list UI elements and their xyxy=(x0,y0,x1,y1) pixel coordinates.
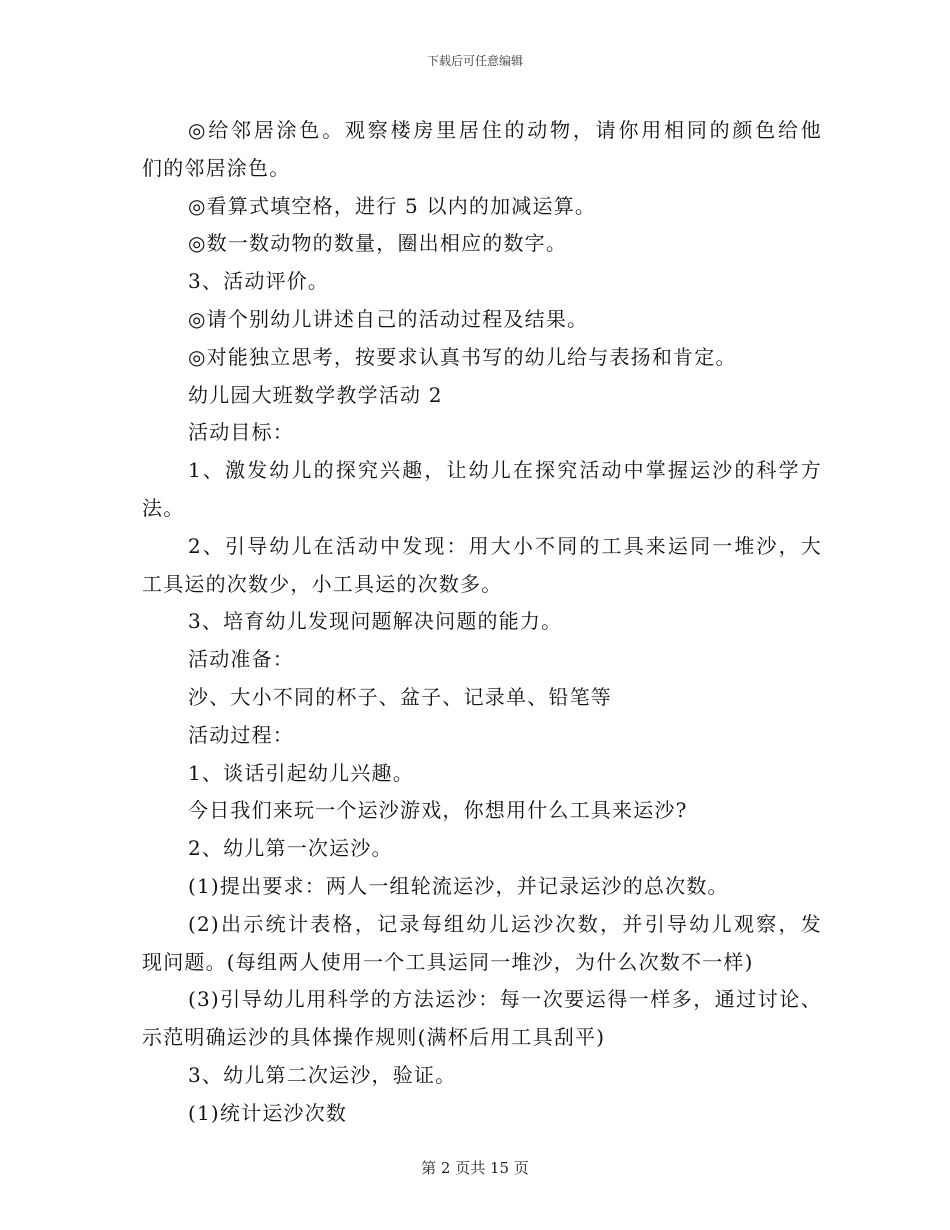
paragraph-line: (3)引导幼儿用科学的方法运沙：每一次要运得一样多，通过讨论、 xyxy=(188,987,822,1012)
section-heading: 3、活动评价。 xyxy=(188,269,330,294)
paragraph-line: 2、引导幼儿在活动中发现：用大小不同的工具来运同一堆沙，大 xyxy=(188,533,822,558)
paragraph-line: ◎看算式填空格，进行 5 以内的加减运算。 xyxy=(188,193,597,218)
section-heading: 活动目标： xyxy=(188,420,294,445)
paragraph-line: ◎请个别幼儿讲述自己的活动过程及结果。 xyxy=(188,306,589,331)
paragraph-line: 法。 xyxy=(142,495,185,520)
paragraph-line: 1、激发幼儿的探究兴趣，让幼儿在探究活动中掌握运沙的科学方 xyxy=(188,458,822,483)
paragraph-line: 现问题。(每组两人使用一个工具运同一堆沙，为什么次数不一样) xyxy=(142,949,754,974)
page-header: 下载后可任意编辑 xyxy=(426,54,523,68)
paragraph-line: 工具运的次数少，小工具运的次数多。 xyxy=(142,571,503,596)
paragraph-line: (1)统计运沙次数 xyxy=(188,1100,348,1125)
paragraph-line: 今日我们来玩一个运沙游戏，你想用什么工具来运沙? xyxy=(188,798,688,823)
paragraph-line: ◎对能独立思考，按要求认真书写的幼儿给与表扬和肯定。 xyxy=(188,344,737,369)
page-footer: 第 2 页共 15 页 xyxy=(421,1159,529,1177)
document-body xyxy=(142,112,822,1133)
paragraph-line: 示范明确运沙的具体操作规则(满杯后用工具刮平) xyxy=(142,1025,606,1050)
paragraph-line: ◎数一数动物的数量，圈出相应的数字。 xyxy=(188,231,568,256)
paragraph-line: 沙、大小不同的杯子、盆子、记录单、铅笔等 xyxy=(188,684,612,709)
paragraph-line: ◎给邻居涂色。观察楼房里居住的动物，请你用相同的颜色给他 xyxy=(188,118,822,142)
paragraph-line: 们的邻居涂色。 xyxy=(142,155,291,180)
section-heading: 活动过程： xyxy=(188,722,294,747)
paragraph-line: 3、培育幼儿发现问题解决问题的能力。 xyxy=(188,609,563,634)
paragraph-line: 1、谈话引起幼儿兴趣。 xyxy=(188,760,414,785)
activity-title: 幼儿园大班数学教学活动 2 xyxy=(188,382,443,407)
paragraph-line: 3、幼儿第二次运沙，验证。 xyxy=(188,1062,457,1087)
paragraph-line: (1)提出要求：两人一组轮流运沙，并记录运沙的总次数。 xyxy=(188,873,729,898)
section-heading: 活动准备： xyxy=(188,647,294,672)
paragraph-line: (2)出示统计表格，记录每组幼儿运沙次数，并引导幼儿观察，发 xyxy=(188,911,822,936)
paragraph-line: 2、幼儿第一次运沙。 xyxy=(188,836,393,861)
